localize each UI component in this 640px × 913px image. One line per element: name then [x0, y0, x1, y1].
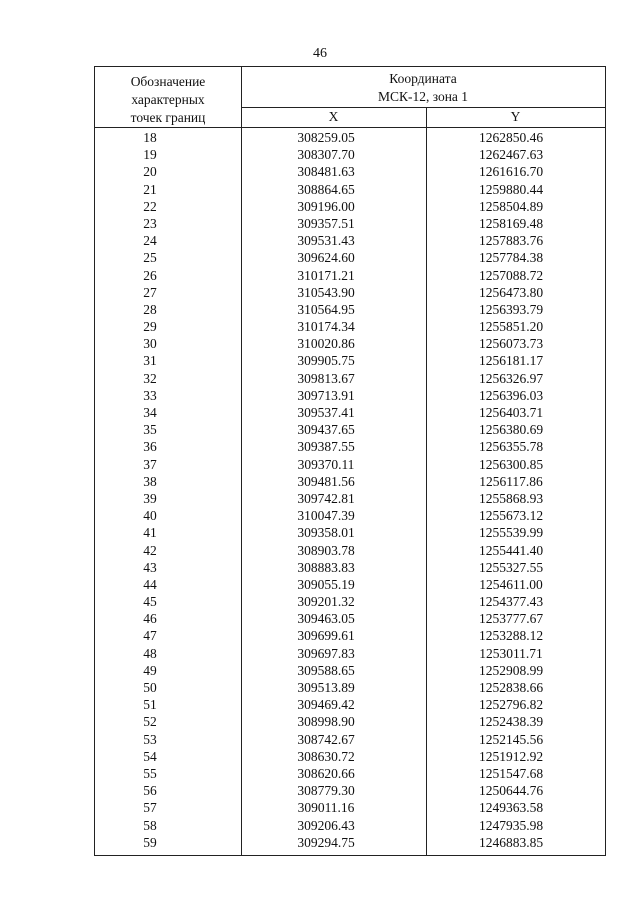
table-row — [95, 748, 605, 765]
x-coordinate-cell: 309437.65 — [297, 422, 355, 438]
x-coordinate-cell: 308481.63 — [297, 164, 355, 180]
x-coordinate-cell: 308630.72 — [297, 748, 355, 764]
x-coordinate-cell: 310171.21 — [297, 267, 355, 283]
y-coordinate-cell: 1262850.46 — [478, 130, 544, 145]
table-row — [95, 662, 605, 679]
point-id-cell: 46 — [143, 611, 157, 627]
point-id-cell: 30 — [143, 336, 157, 352]
x-coordinate-cell: 309469.42 — [297, 697, 355, 713]
y-coordinate-cell: 1255327.55 — [478, 559, 544, 575]
x-coordinate-cell: 310564.95 — [297, 301, 355, 317]
column-header-y: Y — [510, 109, 521, 124]
y-coordinate-cell: 1254377.43 — [478, 594, 544, 610]
y-coordinate-cell: 1255868.93 — [478, 490, 544, 506]
table-row — [95, 404, 605, 421]
y-coordinate-cell: 1251912.92 — [478, 748, 544, 764]
point-id-cell: 24 — [143, 233, 157, 249]
x-coordinate-cell: 308903.78 — [297, 542, 355, 558]
point-id-cell: 19 — [143, 147, 157, 163]
point-id-cell: 36 — [143, 439, 157, 455]
x-coordinate-cell: 309624.60 — [297, 250, 355, 266]
y-coordinate-cell: 1256380.69 — [478, 422, 544, 438]
y-coordinate-cell: 1253777.67 — [478, 611, 544, 627]
y-coordinate-cell: 1261616.70 — [478, 164, 544, 180]
y-coordinate-cell: 1252908.99 — [478, 662, 544, 678]
point-id-cell: 40 — [143, 508, 157, 524]
point-id-cell: 45 — [143, 594, 157, 610]
y-coordinate-cell: 1252838.66 — [478, 680, 544, 695]
point-id-cell: 56 — [143, 783, 157, 799]
table-row — [95, 335, 605, 352]
point-id-cell: 26 — [143, 267, 157, 283]
y-coordinate-cell: 1257784.38 — [478, 250, 544, 266]
x-coordinate-cell: 309201.32 — [297, 594, 355, 610]
point-id-cell: 21 — [143, 181, 157, 197]
y-coordinate-cell: 1247935.98 — [478, 817, 544, 833]
table-row — [95, 610, 605, 627]
table-row — [95, 232, 605, 249]
x-coordinate-cell: 309357.51 — [297, 215, 355, 231]
table-row — [95, 593, 605, 610]
table-row — [95, 490, 605, 507]
x-coordinate-cell: 309513.89 — [297, 680, 355, 695]
table-row — [95, 301, 605, 318]
point-id-cell: 34 — [143, 405, 157, 420]
point-id-cell: 50 — [143, 680, 157, 695]
x-coordinate-cell: 308998.90 — [297, 714, 355, 730]
y-coordinate-cell: 1256403.71 — [478, 405, 544, 420]
y-coordinate-cell: 1250644.76 — [478, 783, 544, 799]
y-coordinate-cell: 1259880.44 — [478, 181, 544, 197]
y-coordinate-cell: 1258169.48 — [478, 215, 544, 231]
header-text-line: МСК-12, зона 1 — [377, 89, 469, 104]
x-coordinate-cell: 309905.75 — [297, 353, 355, 369]
y-coordinate-cell: 1246883.85 — [478, 834, 544, 850]
x-coordinate-cell: 310047.39 — [297, 508, 355, 524]
point-id-cell: 20 — [143, 164, 157, 180]
x-coordinate-cell: 309531.43 — [297, 233, 355, 249]
table-row — [95, 146, 605, 163]
point-id-cell: 51 — [143, 697, 157, 713]
x-coordinate-cell: 309011.16 — [297, 800, 355, 816]
point-id-cell: 58 — [143, 817, 157, 833]
table-row — [95, 507, 605, 524]
coordinates-table — [94, 66, 606, 856]
table-row — [95, 129, 605, 146]
x-coordinate-cell: 309206.43 — [297, 817, 355, 833]
table-row — [95, 473, 605, 490]
x-coordinate-cell: 309697.83 — [297, 645, 355, 661]
y-coordinate-cell: 1255441.40 — [478, 542, 544, 558]
table-row — [95, 181, 605, 198]
y-coordinate-cell: 1258504.89 — [478, 198, 544, 214]
x-coordinate-cell: 309196.00 — [297, 198, 355, 214]
x-coordinate-cell: 309537.41 — [297, 405, 355, 420]
table-row — [95, 731, 605, 748]
point-id-cell: 42 — [143, 542, 157, 558]
table-row — [95, 421, 605, 438]
point-id-cell: 39 — [143, 490, 157, 506]
table-row — [95, 679, 605, 696]
table-row — [95, 765, 605, 782]
y-coordinate-cell: 1252796.82 — [478, 697, 544, 713]
y-coordinate-cell: 1252438.39 — [478, 714, 544, 730]
point-id-cell: 38 — [143, 473, 157, 489]
x-coordinate-cell: 309370.11 — [297, 456, 355, 472]
y-coordinate-cell: 1254611.00 — [479, 576, 543, 592]
point-id-cell: 37 — [143, 456, 157, 472]
table-row — [95, 163, 605, 180]
point-id-cell: 48 — [143, 645, 157, 661]
table-row — [95, 713, 605, 730]
table-row — [95, 387, 605, 404]
x-coordinate-cell: 310543.90 — [297, 284, 355, 300]
y-coordinate-cell: 1255673.12 — [478, 508, 544, 524]
table-row — [95, 542, 605, 559]
table-row — [95, 799, 605, 816]
point-id-cell: 22 — [143, 198, 157, 214]
point-id-cell: 44 — [143, 576, 157, 592]
table-row — [95, 284, 605, 301]
y-coordinate-cell: 1257088.72 — [478, 267, 544, 283]
x-coordinate-cell: 310174.34 — [297, 319, 355, 335]
x-coordinate-cell: 309813.67 — [297, 370, 355, 386]
x-coordinate-cell: 309463.05 — [297, 611, 355, 627]
x-coordinate-cell: 309713.91 — [297, 387, 355, 403]
table-row — [95, 249, 605, 266]
point-id-cell: 33 — [143, 387, 157, 403]
column-header-x: X — [328, 109, 339, 124]
y-coordinate-cell: 1256326.97 — [478, 370, 544, 386]
point-id-cell: 28 — [143, 301, 157, 317]
table-row — [95, 215, 605, 232]
x-coordinate-cell: 308259.05 — [297, 130, 355, 145]
x-coordinate-cell: 309387.55 — [297, 439, 355, 455]
header-text-line: характерных — [131, 92, 205, 107]
point-id-cell: 29 — [143, 319, 157, 335]
point-id-cell: 27 — [143, 284, 157, 300]
table-row — [95, 559, 605, 576]
header-divider — [95, 127, 605, 128]
table-row — [95, 318, 605, 335]
point-id-cell: 54 — [143, 748, 157, 764]
y-coordinate-cell: 1255539.99 — [478, 525, 544, 541]
x-coordinate-cell: 308620.66 — [297, 765, 355, 781]
y-coordinate-cell: 1249363.58 — [478, 800, 544, 816]
y-coordinate-cell: 1251547.68 — [478, 765, 544, 781]
x-coordinate-cell: 308742.67 — [297, 731, 355, 747]
y-coordinate-cell: 1256473.80 — [478, 284, 544, 300]
table-row — [95, 645, 605, 662]
table-row — [95, 834, 605, 851]
table-row — [95, 817, 605, 834]
point-id-cell: 55 — [143, 765, 157, 781]
y-coordinate-cell: 1262467.63 — [478, 147, 544, 163]
y-coordinate-cell: 1255851.20 — [478, 319, 544, 335]
table-row — [95, 198, 605, 215]
x-coordinate-cell: 309588.65 — [297, 662, 355, 678]
table-body — [95, 129, 605, 851]
point-id-cell: 53 — [143, 731, 157, 747]
table-row — [95, 438, 605, 455]
point-id-cell: 57 — [143, 800, 157, 816]
header-text-line: Координата — [389, 71, 457, 86]
y-coordinate-cell: 1256073.73 — [478, 336, 544, 352]
x-coordinate-cell: 309358.01 — [297, 525, 355, 541]
table-row — [95, 456, 605, 473]
x-coordinate-cell: 308779.30 — [297, 783, 355, 799]
y-coordinate-cell: 1257883.76 — [478, 233, 544, 249]
x-coordinate-cell: 308883.83 — [297, 559, 355, 575]
point-id-cell: 31 — [143, 353, 157, 369]
y-coordinate-cell: 1253011.71 — [479, 645, 543, 661]
table-row — [95, 782, 605, 799]
x-coordinate-cell: 309481.56 — [297, 473, 355, 489]
table-row — [95, 267, 605, 284]
x-coordinate-cell: 308307.70 — [297, 147, 355, 163]
point-id-cell: 52 — [143, 714, 157, 730]
x-coordinate-cell: 309055.19 — [297, 576, 355, 592]
y-coordinate-cell: 1256300.85 — [478, 456, 544, 472]
header-coordinate — [241, 70, 605, 106]
header-text-line: Обозначение — [130, 74, 206, 89]
point-id-cell: 23 — [143, 215, 157, 231]
page-number: 46 — [313, 46, 327, 61]
table-row — [95, 576, 605, 593]
point-id-cell: 59 — [143, 834, 157, 850]
table-row — [95, 370, 605, 387]
y-coordinate-cell: 1256393.79 — [478, 301, 544, 317]
point-id-cell: 32 — [143, 370, 157, 386]
point-id-cell: 18 — [143, 130, 157, 145]
x-coordinate-cell: 310020.86 — [297, 336, 355, 352]
y-coordinate-cell: 1252145.56 — [478, 731, 544, 747]
point-id-cell: 47 — [143, 628, 157, 644]
point-id-cell: 25 — [143, 250, 157, 266]
x-coordinate-cell: 309699.61 — [297, 628, 355, 644]
y-coordinate-cell: 1256117.86 — [479, 473, 543, 489]
table-row — [95, 627, 605, 644]
point-id-cell: 43 — [143, 559, 157, 575]
point-id-cell: 49 — [143, 662, 157, 678]
point-id-cell: 35 — [143, 422, 157, 438]
x-coordinate-cell: 309294.75 — [297, 834, 355, 850]
y-coordinate-cell: 1256181.17 — [478, 353, 544, 369]
y-coordinate-cell: 1253288.12 — [478, 628, 544, 644]
point-id-cell: 41 — [143, 525, 157, 541]
table-row — [95, 352, 605, 369]
table-row — [95, 524, 605, 541]
header-point-designation — [95, 73, 241, 127]
x-coordinate-cell: 309742.81 — [297, 490, 355, 506]
header-text-line: точек границ — [130, 110, 206, 125]
y-coordinate-cell: 1256396.03 — [478, 387, 544, 403]
y-coordinate-cell: 1256355.78 — [478, 439, 544, 455]
table-row — [95, 696, 605, 713]
x-coordinate-cell: 308864.65 — [297, 181, 355, 197]
